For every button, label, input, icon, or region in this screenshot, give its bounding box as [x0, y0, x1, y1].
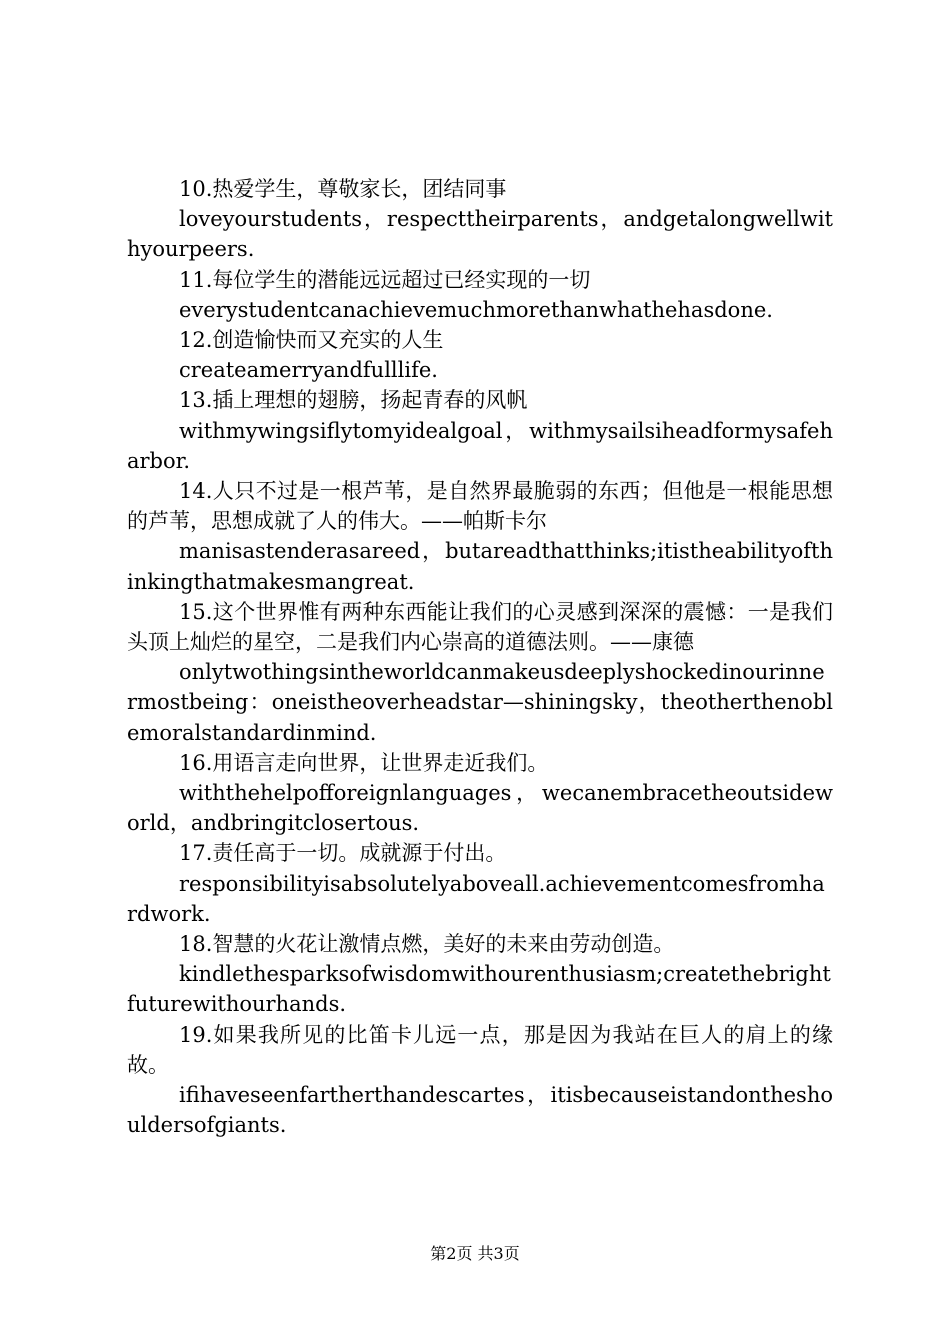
page-footer: 第2页 共3页 — [430, 1244, 520, 1263]
paragraph-11-cn: 11.每位学生的潜能远远超过已经实现的一切 — [179, 267, 591, 292]
paragraph-14-cn: 14.人只不过是一根芦苇，是自然界最脆弱的东西；但他是一根能思想的芦苇，思想成就了人的伟大。——帕斯卡尔 — [127, 479, 833, 534]
paragraph-17-en: responsibilityisabsolutelyaboveall.achievementcomesfromhardwork. — [127, 871, 825, 926]
paragraph-18-cn: 18.智慧的火花让激情点燃，美好的未来由劳动创造。 — [179, 932, 675, 957]
paragraph-13-cn: 13.插上理想的翅膀，扬起青春的风帆 — [179, 388, 528, 413]
paragraph-15-en: onlytwothingsintheworldcanmakeusdeeplyshockedinourinnermostbeing：oneistheoverheadstar—shiningsky，theotherthenoblemoralstandardinmind. — [127, 660, 833, 745]
paragraph-12-cn: 12.创造愉快而又充实的人生 — [179, 328, 444, 353]
paragraph-12-en: createamerryandfulllife. — [179, 358, 438, 383]
paragraph-14-en: manisastenderasareed，butareadthatthinks;itistheabilityofthinkingthatmakesmangreat. — [127, 539, 833, 594]
paragraph-11-en: everystudentcanachievemuchmorethanwhathehasdone. — [179, 297, 773, 322]
paragraph-13-en: withmywingsiflytomyidealgoal，withmysailsiheadformysafeharbor. — [127, 418, 833, 473]
paragraph-10-en: loveyourstudents，respecttheirparents，andgetalongwellwithyourpeers. — [127, 207, 833, 262]
paragraph-18-en: kindlethesparksofwisdomwithourenthusiasm;createthebrightfuturewithourhands. — [127, 962, 831, 1017]
paragraph-16-cn: 16.用语言走向世界，让世界走近我们。 — [179, 750, 549, 775]
paragraph-17-cn: 17.责任高于一切。成就源于付出。 — [179, 841, 507, 866]
paragraph-16-en: withthehelpofforeignlanguages，wecanembracetheoutsideworld，andbringitclosertous. — [127, 781, 833, 836]
paragraph-10-cn: 10.热爱学生，尊敬家长，团结同事 — [179, 177, 507, 201]
document-body — [127, 174, 833, 1141]
paragraph-15-cn: 15.这个世界惟有两种东西能让我们的心灵感到深深的震憾：一是我们头顶上灿烂的星空，二是我们内心崇高的道德法则。——康德 — [127, 599, 833, 655]
paragraph-19-en: ifihaveseenfartherthandescartes，itisbecauseistandontheshouldersofgiants. — [127, 1083, 833, 1138]
paragraph-19-cn: 19.如果我所见的比笛卡儿远一点，那是因为我站在巨人的肩上的缘故。 — [127, 1022, 833, 1077]
